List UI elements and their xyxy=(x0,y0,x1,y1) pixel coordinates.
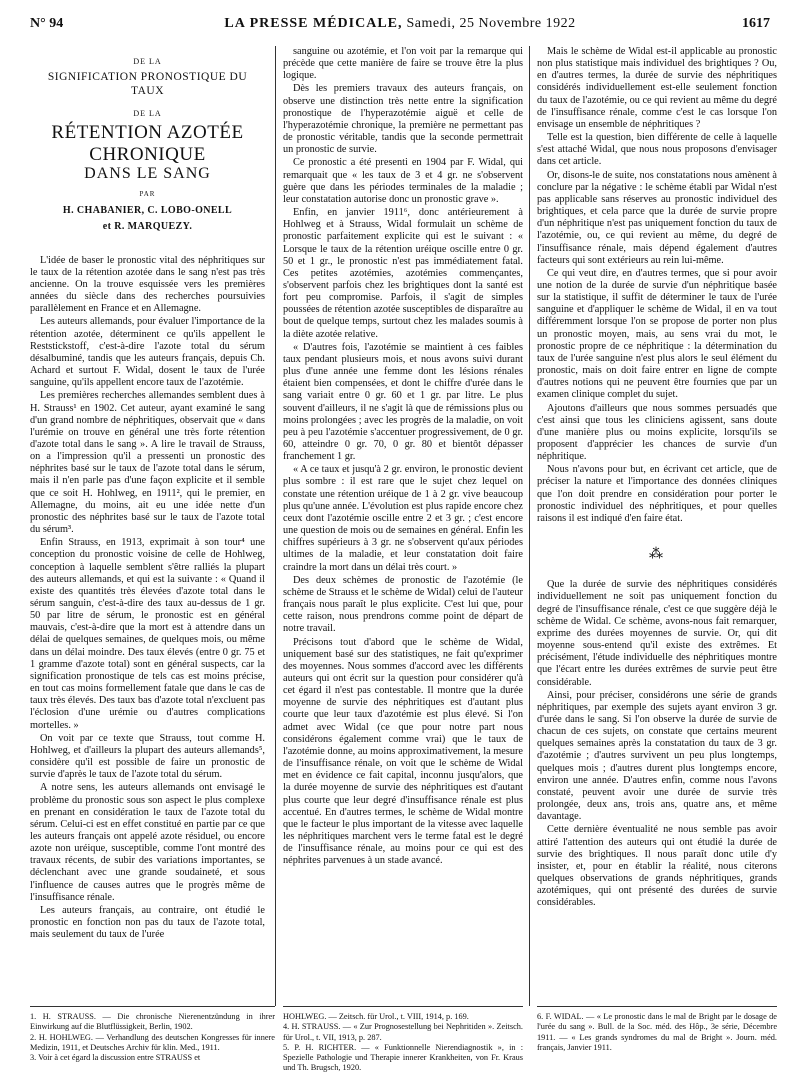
paragraph: « D'autres fois, l'azotémie se maintient à ces faibles taux pendant plusieurs mois, et nous avons suivi durant plus d'une année une femme dont les lésions rénales étaient bien compensées, et dont le chiffre d'urée dans le sang variait entre 0 gr. 60 et 1 gr. par litre. Le plus souvent d'ailleurs, il ne s'agit là que de rémissions plus ou moins prolongées ; avec les progrès de la maladie, on voit peu à peu l'azotémie s'accentuer progressivement, de 0 gr. 60, atteindre 0 gr. 70, 0 gr. 80 et bientôt dépasser franchement 1 gr. xyxy=(283,341,523,463)
footnotes-column-1 xyxy=(30,1006,275,1063)
footnote: 4. H. STRAUSS. — « Zur Prognosestellung bei Nephritiden ». Zeitsch. für Urol., t. VII, 1913, p. 287. xyxy=(283,1022,523,1042)
running-head xyxy=(30,12,770,34)
footnote-rule xyxy=(537,1006,777,1007)
footnote: 5. P. H. RICHTER. — « Funktionnelle Nierendiagnostik », in : Spezielle Pathologie und Therapie innerer Krankheiten, von Fr. Kraus und Th. Brugsch, 1920. xyxy=(283,1042,523,1073)
paragraph: Les premières recherches allemandes semblent dues à H. Strauss¹ en 1902. Cet auteur, ayant examiné le sang d'un grand nombre de néphritiques, observait que « dans l'urémie on trouve en général une très forte rétention d'azote total dans le sang ». A lire le travail de Strauss, on a l'impression qu'il a pressenti un pronostic des néphrites basé sur le taux de l'azote total dans le sérum, mais il n'en parle pas d'une façon explicite et il semble que ce soit H. Hohlweg, en 1911², qui le premier, en Allemagne, du moins, ait eu une idée nette d'un pronostic des néphrites basé sur le taux de l'azote total du sérum³. xyxy=(30,390,265,536)
paragraph: L'idée de baser le pronostic vital des néphritiques sur le taux de la rétention azotée dans le sang n'est pas très ancienne. On la trouve esquissée vers les premières années du siècle dans des recherches poursuivies parallèlement en France et en Allemagne. xyxy=(30,254,265,315)
paragraph: Ce qui veut dire, en d'autres termes, que si pour avoir une notion de la durée de survie d'un néphritique basée sur la statistique, il suffit de déterminer le taux de l'urée sanguine et d'appliquer le schème de Widal, il en va tout différemment lorsque l'on se propose de porter non plus un pronostic moyen, mais, au sens vrai du mot, le pronostic propre de ce néphritique : la détermination du taux de l'urée sanguine n'est plus alors le seul élément du pronostic, mais on doit faire entrer en ligne de compte d'autres notions qui ne peuvent être fournies que par un examen clinique complet du sujet. xyxy=(537,267,777,401)
journal-line xyxy=(30,16,770,32)
paragraph: A notre sens, les auteurs allemands ont envisagé le problème du pronostic sous son aspect le plus complexe en prenant en considération le taux de l'azote total du sérum. Celui-ci est en effet constitué en partie par ce que les auteurs français ont appelé azote résiduel, ou encore azote non uréique, susceptible, comme l'ont montré des travaux récents, de subir des variations importantes, se déclenchant avec une grande soudaineté, et sous l'influence de causes autres que le progrès même de l'insuffisance rénale. xyxy=(30,782,265,903)
paragraph: sanguine ou azotémie, et l'on voit par la remarque qui précède que cette manière de faire se trouve être la plus logique. xyxy=(283,46,523,82)
paragraph: Enfin, en janvier 1911⁶, donc antérieurement à Hohlweg et à Strauss, Widal formulait un schème de pronostic parfaitement explicite qui est le suivant : « Lorsque le taux de la rétention uréique oscille entre 0 gr. 50 et 1 gr., le pronostic n'est pas immédiatement fatal. Ces petites azotémies, azotémies commençantes, s'observent parfois chez les brightiques dont la santé est fort peu compromise. Parfois, il s'agit de simples poussées de rétention azotée susceptibles de disparaître au bout de quelque temps, surtout chez les malades soumis à la diète azotée relative. xyxy=(283,207,523,340)
footnotes-column-2 xyxy=(283,1006,523,1074)
paragraph: Des deux schèmes de pronostic de l'azotémie (le schème de Strauss et le schème de Widal) celui de l'auteur français nous paraît le plus explicite. C'est lui que, pour cette raison, nous prendrons comme point de départ de notre travail. xyxy=(283,574,523,635)
page-number: 1617 xyxy=(742,16,770,31)
by-line: PAR xyxy=(139,190,156,199)
column-3 xyxy=(537,46,777,909)
footnote-rule xyxy=(30,1006,275,1007)
footnote-rule xyxy=(283,1006,523,1007)
article-title-block xyxy=(30,56,265,233)
title-line-2: RÉTENTION AZOTÉE CHRONIQUE xyxy=(51,122,244,166)
authors-line-1: H. CHABANIER, C. LOBO-ONELL xyxy=(62,204,233,216)
issue-number: N° 94 xyxy=(30,16,64,31)
paragraph: « A ce taux et jusqu'à 2 gr. environ, le pronostic devient plus sombre : il est rare que le sujet chez lequel on constate une rétention uréique de 1 à 2 gr. vive beaucoup plus qu'une année. L'évolution est plus rapide encore chez ceux dont l'azotémie oscille entre 2 et 3 gr. ; c'est encore une question de mois ou de semaines en général. Enfin les chiffres supérieurs à 3 gr. ne s'observent qu'aux périodes ultimes de la maladie, et leur constatation doit faire craindre la mort dans un délai très court. » xyxy=(283,464,523,573)
footnote: HOHLWEG. — Zeitsch. für Urol., t. VIII, 1914, p. 169. xyxy=(283,1012,469,1021)
paragraph: Dès les premiers travaux des auteurs français, on observe une distinction très nette entre la signification pronostique de l'hyperazotémie aiguë et celle de l'hyperazotémie chronique, la première ne permettant pas de pronostic véritable, tandis que la seconde permettrait un pronostic de survie. xyxy=(283,83,523,156)
title-connector: DE LA xyxy=(133,57,162,66)
section-separator-asterism: ⁂ xyxy=(649,547,665,563)
footnote: 6. F. WIDAL. — « Le pronostic dans le mal de Bright par le dosage de l'urée du sang ». Bull. de la Soc. méd. des Hôp., 3e série, Décembre 1911. — « Les grands syndromes du mal de Bright ». Journ. méd. français, Janvier 1911. xyxy=(537,1012,777,1052)
title-line-3: DANS LE SANG xyxy=(84,165,211,183)
paragraph: Ainsi, pour préciser, considérons une série de grands néphritiques, par exemple des sujets ayant environ 3 gr. d'urée dans le sang. Si l'on observe la durée de survie de chacun de ces sujets, on constate que certains meurent quelques semaines après la constatation du taux de 3 gr. d'azotémie ; d'autres survivent un peu plus longtemps, quelques mois ; d'autres durent plus longtemps encore, environ une année. D'autres enfin, comme nous l'avons constaté, peuvent avoir une durée de survie très prolongée, deux ans, trois ans, quatre ans, et même davantage. xyxy=(537,689,777,823)
paragraph: Nous n'avons pour but, en écrivant cet article, que de préciser la nature et l'importance des données cliniques que l'on doit prendre en considération pour porter le pronostic individuel des néphritiques, et pour quelles raisons il est indiqué d'en faire état. xyxy=(537,464,777,524)
title-line-1: SIGNIFICATION PRONOSTIQUE DU TAUX xyxy=(47,71,248,98)
column-1 xyxy=(30,46,265,941)
paragraph: Que la durée de survie des néphritiques considérés individuellement ne soit pas uniquement fonction du degré de l'insuffisance rénale, c'est ce que suggère déjà le schème de Widal. Ce schème, avons-nous fait remarquer, exprime des durées moyennes de survie. Or, qui dit moyenne sous-entend qu'il existe des extrêmes. Et précisément, l'étude individuelle des néphritiques montre que l'écart entre les durées extrêmes de survie peut être considérable. xyxy=(537,579,777,688)
paragraph: Ajoutons d'ailleurs que nous sommes persuadés que c'est ainsi que tous les cliniciens agissent, sans doute d'une manière plus ou moins explicite, lorsqu'ils se proposent d'apprécier les chances de survie d'un néphritique. xyxy=(537,402,777,463)
title-connector: DE LA xyxy=(133,109,162,119)
paragraph: Telle est la question, bien différente de celle à laquelle s'est attaché Widal, que nous nous proposons d'envisager dans cet article. xyxy=(537,132,777,168)
paragraph: Or, disons-le de suite, nos constatations nous amènent à conclure par la négative : le schème établi par Widal n'est pas applicable sans réserves au pronostic individuel des brightiques, et cela parce que la durée de survie propre d'un néphritique n'est pas uniquement fonction du taux de l'azotémie, ou, ce qui revient au même, du degré de l'insuffisance rénale, mais dépend également d'autres facteurs qui sont extérieurs au rein lui-même. xyxy=(537,169,777,266)
column-rule xyxy=(529,46,530,1006)
paragraph: Précisons tout d'abord que le schème de Widal, uniquement basé sur des statistiques, ne fait qu'exprimer des moyennes. Nous sommes d'accord avec les différents auteurs qui ont écrit sur la question pour considérer qu'à cet égard il n'est pas contestable. Il montre que la durée moyenne de survie des néphritiques est d'autant plus courte que leur taux d'azotémie est plus élevé. Si l'on admet avec Widal (ce que pour notre part nous considérons également comme vrai) que le taux de l'azotémie donne, au moins approximativement, la mesure de l'insuffisance rénale, on voit que le schème de Widal met en évidence ce fait capital, inconnu jusqu'alors, que la durée moyenne de survie des néphritiques est d'autant plus courte que leur degré d'insuffisance rénale est plus accentué. En d'autres termes, le schème de Widal montre que le facteur le plus important de la vitesse avec laquelle les néphritiques marchent vers le terme fatal est le degré de l'insuffisance rénale, au moins pour ce qui est des néphrites parvenues à un stade avancé. xyxy=(283,636,523,867)
paragraph: Mais le schème de Widal est-il applicable au pronostic non plus statistique mais individuel des brightiques ? Ou, en d'autres termes, la durée de survie des néphritiques considérés individuellement est-elle seulement fonction du taux de l'azotémie, ou ce qui revient au même du degré de l'insuffisance rénale, comme c'est le cas lorsque l'on envisage un ensemble de néphritiques ? xyxy=(537,46,777,130)
journal-name: LA PRESSE MÉDICALE, xyxy=(224,16,403,31)
footnote: 1. H. STRAUSS. — Die chronische Nierenentzündung in ihrer Einwirkung auf die Blutflüssigkeit, Berlin, 1902. xyxy=(30,1012,275,1032)
paragraph: On voit par ce texte que Strauss, tout comme H. Hohlweg, et d'ailleurs la plupart des auteurs allemands⁵, considère qu'il est possible de faire un pronostic de survie d'après le taux de l'azote total du sérum. xyxy=(30,732,265,781)
column-3-body-continued xyxy=(537,579,777,909)
column-2-body xyxy=(283,46,523,867)
footnote: 3. Voir à cet égard la discussion entre STRAUSS et xyxy=(30,1053,201,1063)
paragraph: Enfin Strauss, en 1913, exprimait à son tour⁴ une conception du pronostic voisine de celle de Hohlweg, conception à laquelle semblent s'être ralliés la plupart des auteurs allemands, et qui est la suivante : « Quand il existe des quantités très élevées d'azote total dans le sérum sanguin, c'est-à-dire des taux au-dessus de 1 gr. 50 par litre de sérum, le pronostic est en général mauvais, c'est-à-dire que la mort est à attendre dans un délai de quelques semaines, de quelques mois, ou même dans un délai moindre. Des taux élevés (entre 0 gr. 75 et 1 gramme d'azote total) sont en général suspects, car la signification pronostique de tels cas est moins précise, en tout cas moins formellement fatale que dans le cas de taux très élevés. Des taux bas d'azote total n'excluent pas l'éclosion d'une urémie ou d'autres complications mortelles. » xyxy=(30,537,265,731)
issue-date: Samedi, 25 Novembre 1922 xyxy=(406,16,576,31)
footnote: 2. H. HOHLWEG. — Verhandlung des deutschen Kongresses für innere Medizin, 1911, et Deutsches Archiv für klin. Med., 1911. xyxy=(30,1032,275,1052)
paragraph: Les auteurs français, au contraire, ont étudié le pronostic en fonction non pas du taux de l'azote total, mais seulement du taux de l'urée xyxy=(30,904,265,941)
column-3-body xyxy=(537,46,777,525)
column-2 xyxy=(283,46,523,867)
column-1-body xyxy=(30,255,265,942)
paragraph: Ce pronostic a été presenti en 1904 par F. Widal, qui remarquait que « les taux de 3 et 4 gr. ne s'observent guère que dans les périodes terminales de la maladie ; leur constatation autorise donc un pronostic grave ». xyxy=(283,157,523,205)
paragraph: Cette dernière éventualité ne nous semble pas avoir attiré l'attention des auteurs qui ont étudié la durée de survie des brightiques. Il nous paraît donc utile d'y insister, et, pour en établir la réalité, nous citerons quelques observations de grands néphritiques, grands azotémiques, qui ont présenté des durées de survie considérables. xyxy=(537,824,777,909)
paragraph: Les auteurs allemands, pour évaluer l'importance de la rétention azotée, déterminent ce qu'ils appellent le Reststickstoff, c'est-à-dire l'azote total du sérum désalbuminé, tandis que les auteurs français, depuis Ch. Achard et surtout F. Widal, dosent le taux de l'urée sanguine, qu'ils appellent encore taux de l'azotémie. xyxy=(30,316,265,389)
footnotes-column-3 xyxy=(537,1006,777,1053)
authors-line-2: et R. MARQUEZY. xyxy=(102,220,193,232)
column-rule xyxy=(275,46,276,1006)
